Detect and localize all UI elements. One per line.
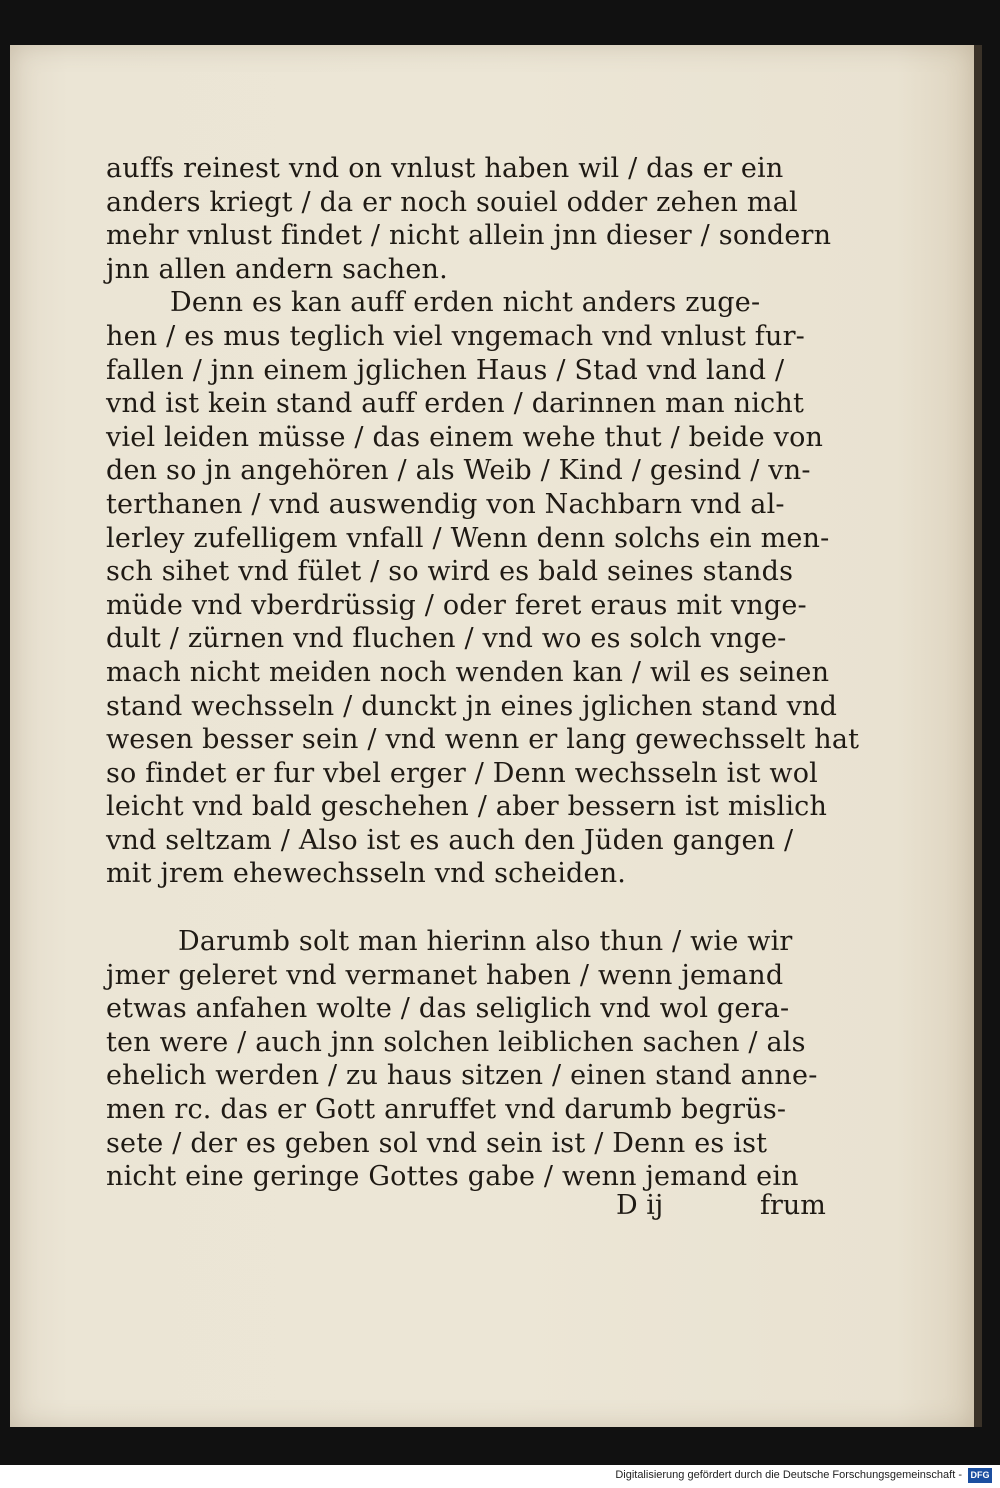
text-line: sete / der es geben sol vnd sein ist / Denn es ist	[106, 1127, 768, 1159]
text-line: jnn allen andern sachen.	[106, 253, 448, 285]
paragraph-1	[106, 152, 832, 286]
text-line: so findet er fur vbel erger / Denn wechsseln ist wol	[106, 757, 819, 789]
text-line: sch sihet vnd fület / so wird es bald seines stands	[106, 556, 794, 588]
text-line: anders kriegt / da er noch souiel odder zehen mal	[106, 186, 798, 218]
text-line: dult / zürnen vnd fluchen / vnd wo es solch vnge-	[106, 623, 787, 655]
text-line: wesen besser sein / vnd wenn er lang gewechsselt hat	[106, 724, 860, 756]
text-line: Denn es kan auff erden nicht anders zuge-	[170, 287, 761, 319]
text-line: mehr vnlust findet / nicht allein jnn dieser / sondern	[106, 220, 832, 252]
main-text	[106, 152, 860, 1194]
catchword: frum	[760, 1190, 826, 1221]
text-line: hen / es mus teglich viel vngemach vnd vnlust fur-	[106, 320, 806, 352]
text-line: ten were / auch jnn solchen leiblichen sachen / als	[106, 1026, 806, 1058]
page-edge	[974, 45, 982, 1427]
text-line: lerley zufelligem vnfall / Wenn denn solchs ein men-	[106, 522, 830, 554]
text-line: men rc. das er Gott anruffet vnd darumb begrüs-	[106, 1094, 787, 1126]
dfg-logo[interactable]: DFG	[968, 1468, 992, 1483]
text-line: etwas anfahen wolte / das seliglich vnd wol gera-	[106, 993, 790, 1025]
text-line: müde vnd vberdrüssig / oder feret eraus mit vnge-	[106, 589, 807, 621]
text-line: leicht vnd bald geschehen / aber bessern ist mislich	[106, 791, 828, 823]
text-line: auffs reinest vnd on vnlust haben wil / das er ein	[106, 153, 784, 184]
text-line: viel leiden müsse / das einem wehe thut / beide von	[106, 421, 824, 453]
text-line: vnd ist kein stand auff erden / darinnen man nicht	[106, 388, 804, 420]
text-line: ehelich werden / zu haus sitzen / einen stand anne-	[106, 1060, 818, 1092]
text-line: mach nicht meiden noch wenden kan / wil es seinen	[106, 656, 830, 688]
paragraph-3	[106, 925, 828, 1194]
paragraph-gap	[106, 891, 828, 925]
text-line: nicht eine geringe Gottes gabe / wenn jemand ein	[106, 1161, 799, 1193]
paragraph-2	[106, 286, 860, 891]
text-line: fallen / jnn einem jglichen Haus / Stad vnd land /	[106, 354, 785, 386]
text-line: vnd seltzam / Also ist es auch den Jüden gangen /	[106, 824, 794, 856]
digitization-credit: Digitalisierung gefördert durch die Deutsche Forschungsgemeinschaft -	[615, 1469, 962, 1481]
text-line: jmer geleret vnd vermanet haben / wenn jemand	[106, 959, 784, 991]
signature-mark: D ij	[616, 1190, 664, 1221]
text-line: Darumb solt man hierinn also thun / wie wir	[178, 926, 793, 958]
text-line: mit jrem ehewechsseln vnd scheiden.	[106, 858, 627, 890]
text-line: stand wechsseln / dunckt jn eines jglichen stand vnd	[106, 690, 838, 722]
text-line: terthanen / vnd auswendig von Nachbarn vnd al-	[106, 488, 785, 520]
text-line: den so jn angehören / als Weib / Kind / gesind / vn-	[106, 455, 811, 487]
